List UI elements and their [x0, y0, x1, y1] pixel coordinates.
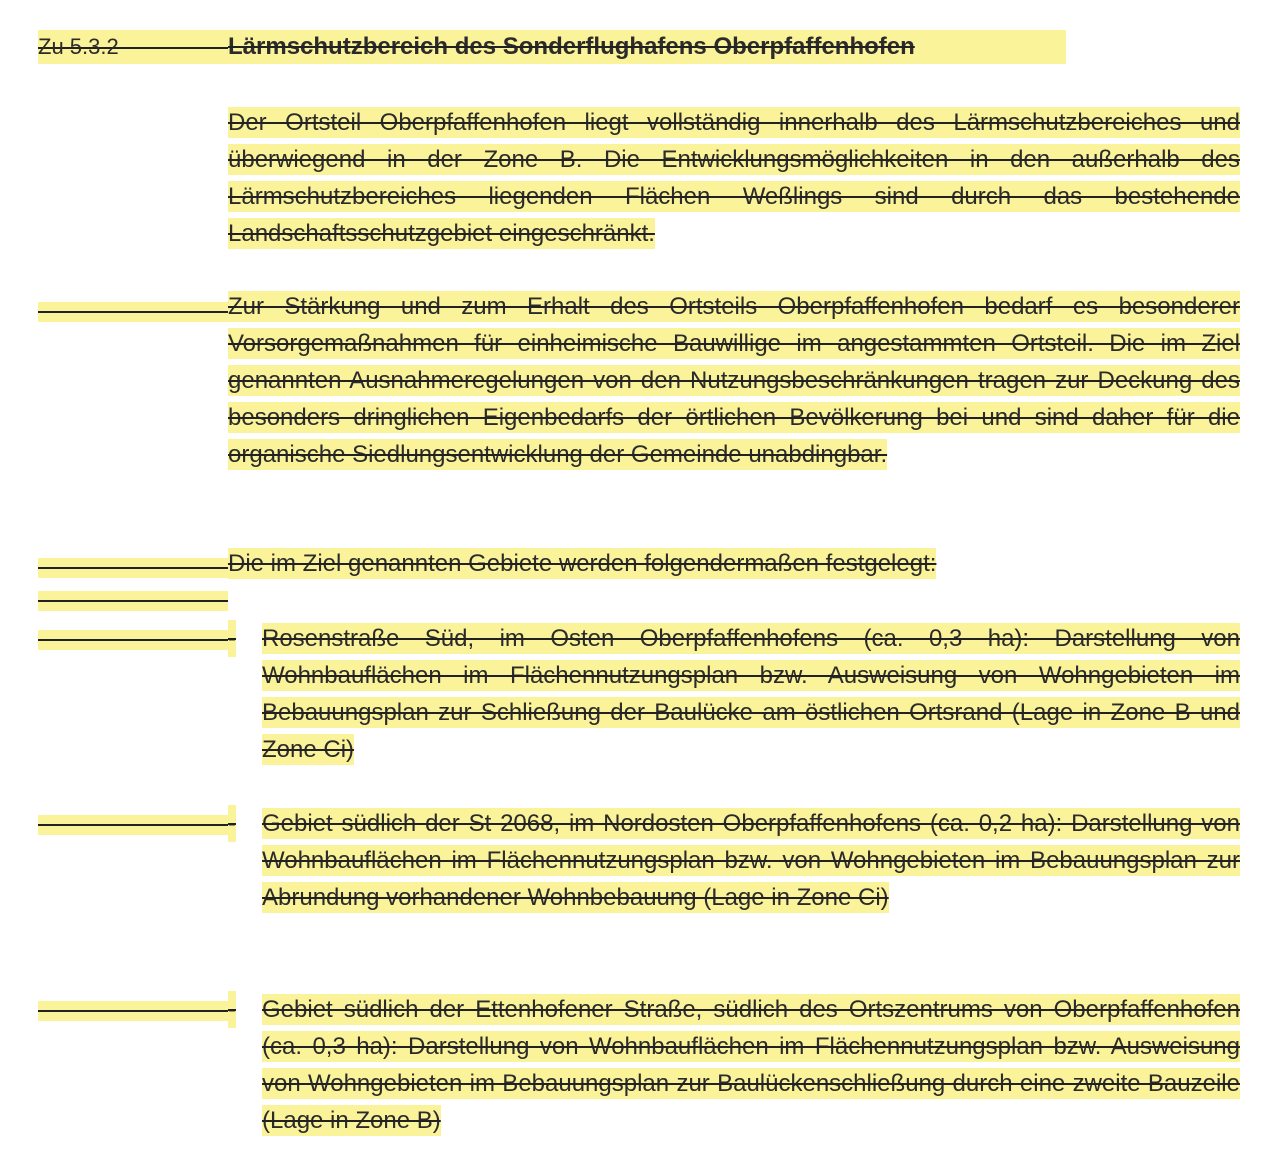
- deletion-margin-rule: [38, 591, 228, 611]
- section-title: Lärmschutzbereich des Sonderflughafens Oberpfaffenhofen: [228, 30, 1066, 64]
- deletion-margin-rule: [38, 1001, 228, 1021]
- section-number: Zu 5.3.2: [38, 30, 228, 64]
- list-bullet: -: [228, 991, 236, 1028]
- list-item: Gebiet südlich der Ettenhofener Straße, südlich des Ortszentrums von Oberpfaffenhofen (ca. 0,3 ha): Darstellung von Wohnbauflächen im Flächennutzungsplan bzw. Ausweisung von Wohngebieten im Bebauungsplan zur Baulückenschließung durch eine zweite Bauzeile (Lage in Zone B): [262, 996, 1240, 1134]
- paragraph-1: Der Ortsteil Oberpfaffenhofen liegt vollständig innerhalb des Lärmschutzbereiches und überwiegend in der Zone B. Die Entwicklungsmöglichkeiten in den außerhalb des Lärmschutzbereiches liegenden Flächen Weßlings sind durch das bestehende Landschaftsschutzgebiet eingeschränkt.: [228, 109, 1240, 247]
- list-item: Gebiet südlich der St 2068, im Nordosten Oberpfaffenhofens (ca. 0,2 ha): Darstellung von Wohnbauflächen im Flächennutzungsplan bzw. von Wohngebieten im Bebauungsplan zur Abrundung vorhandener Wohnbebauung (Lage in Zone Ci): [262, 810, 1240, 911]
- list-bullet: -: [228, 805, 236, 842]
- deletion-margin-rule: [38, 815, 228, 835]
- list-item: Rosenstraße Süd, im Osten Oberpfaffenhofens (ca. 0,3 ha): Darstellung von Wohnbauflächen im Flächennutzungsplan bzw. Ausweisung von Wohngebieten im Bebauungsplan zur Schließung der Baulücke am östlichen Ortsrand (Lage in Zone B und Zone Ci): [262, 625, 1240, 763]
- deletion-margin-rule: [38, 558, 228, 578]
- paragraph-3: Die im Ziel genannten Gebiete werden folgendermaßen festgelegt:: [228, 550, 937, 577]
- deletion-margin-rule: [38, 630, 228, 650]
- deletion-margin-rule: [38, 302, 228, 322]
- list-bullet: -: [228, 620, 236, 657]
- paragraph-2: Zur Stärkung und zum Erhalt des Ortsteils Oberpfaffenhofen bedarf es besonderer Vorsorgemaßnahmen für einheimische Bauwillige im angestammten Ortsteil. Die im Ziel genannten Ausnahmeregelungen von den Nutzungsbeschränkungen tragen zur Deckung des besonders dringlichen Eigenbedarfs der örtlichen Bevölkerung bei und sind daher für die organische Siedlungsentwicklung der Gemeinde unabdingbar.: [228, 293, 1240, 468]
